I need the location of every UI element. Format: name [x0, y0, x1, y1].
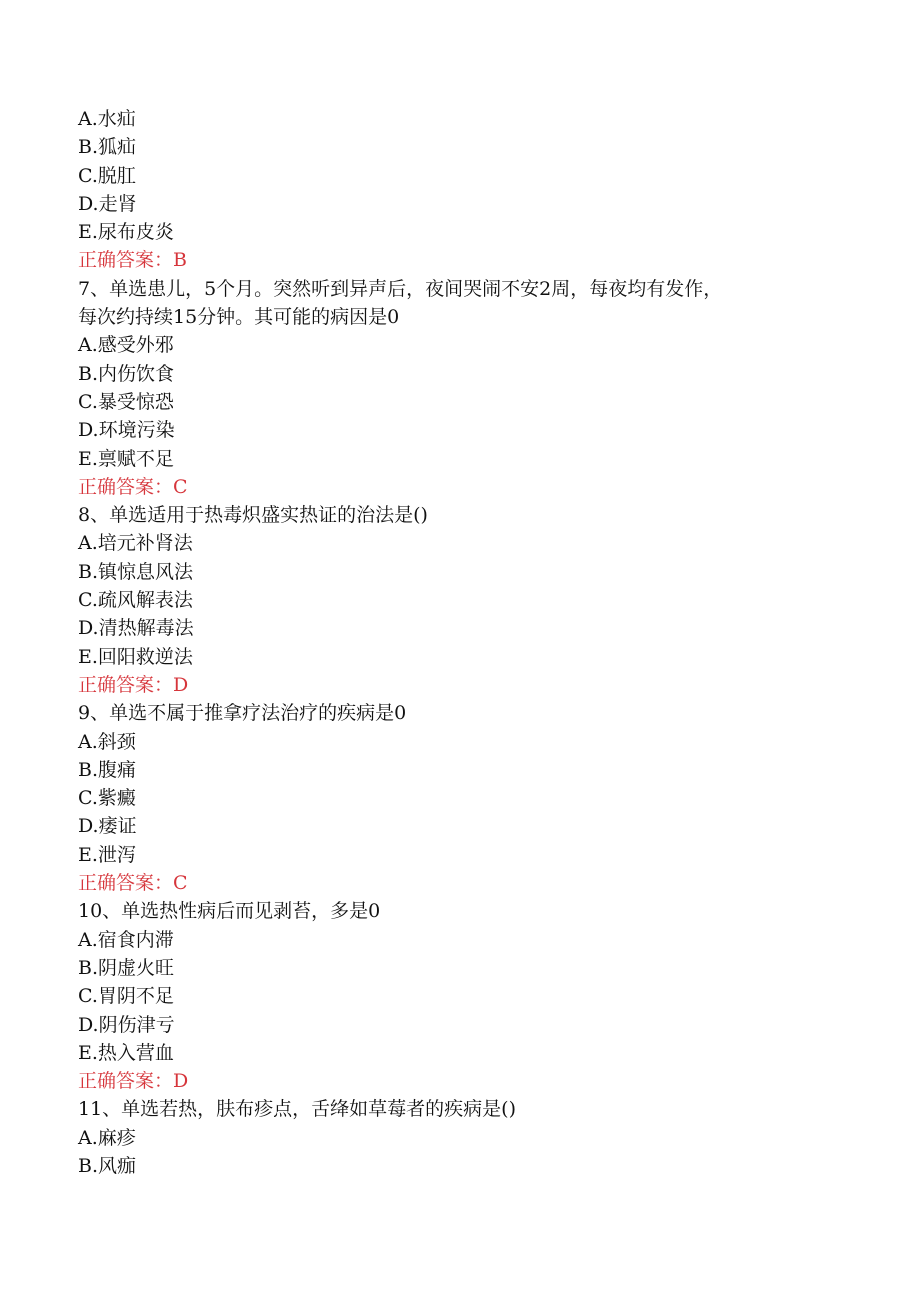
option-line: A.水疝: [78, 108, 136, 130]
option-line: D.阴伤津亏: [78, 1013, 175, 1036]
option-line: B.内伤饮食: [78, 362, 175, 385]
correct-answer: 正确答案：D: [78, 673, 189, 696]
option-line: E.尿布皮炎: [78, 221, 174, 244]
option-line: A.宿食内滞: [78, 928, 174, 951]
question-stem: 8、单选适用于热毒炽盛实热证的治法是(): [78, 504, 428, 527]
correct-answer: 正确答案：D: [78, 1070, 189, 1093]
option-line: C.暴受惊恐: [78, 390, 174, 413]
option-line: D.走肾: [78, 192, 137, 215]
question-stem: 7、单选患儿，5个月。突然听到异声后，夜间哭闹不安2周，每夜均有发作，: [78, 277, 723, 300]
option-line: A.斜颈: [78, 730, 136, 753]
option-line: E.回阳救逆法: [78, 645, 193, 668]
option-line: C.紫癜: [78, 787, 136, 810]
correct-answer: 正确答案：B: [78, 249, 187, 272]
option-line: C.脱肛: [78, 164, 136, 187]
correct-answer: 正确答案：C: [78, 872, 188, 895]
correct-answer: 正确答案：C: [78, 475, 188, 498]
question-stem: 10、单选热性病后而见剥苔，多是0: [78, 900, 381, 923]
option-line: A.感受外邪: [78, 334, 174, 357]
option-line: A.麻疹: [78, 1126, 136, 1149]
option-line: E.泄泻: [78, 843, 136, 866]
question-stem-continued: 每次约持续15分钟。其可能的病因是0: [78, 306, 400, 329]
option-line: B.风痂: [78, 1154, 137, 1177]
option-line: C.疏风解表法: [78, 589, 193, 612]
question-list: [78, 105, 838, 1180]
option-line: D.清热解毒法: [78, 617, 194, 640]
option-line: C.胃阴不足: [78, 985, 174, 1008]
option-line: E.热入营血: [78, 1041, 174, 1064]
option-line: D.痿证: [78, 815, 137, 838]
question-stem: 11、单选若热，肤布疹点，舌绛如草莓者的疾病是(): [78, 1098, 517, 1121]
option-line: B.腹痛: [78, 758, 137, 781]
option-line: B.阴虚火旺: [78, 956, 175, 979]
option-line: E.禀赋不足: [78, 447, 174, 470]
option-line: B.狐疝: [78, 136, 137, 159]
question-stem: 9、单选不属于推拿疗法治疗的疾病是0: [78, 702, 407, 725]
option-line: A.培元补肾法: [78, 532, 193, 555]
option-line: D.环境污染: [78, 419, 175, 442]
option-line: B.镇惊息风法: [78, 560, 194, 583]
